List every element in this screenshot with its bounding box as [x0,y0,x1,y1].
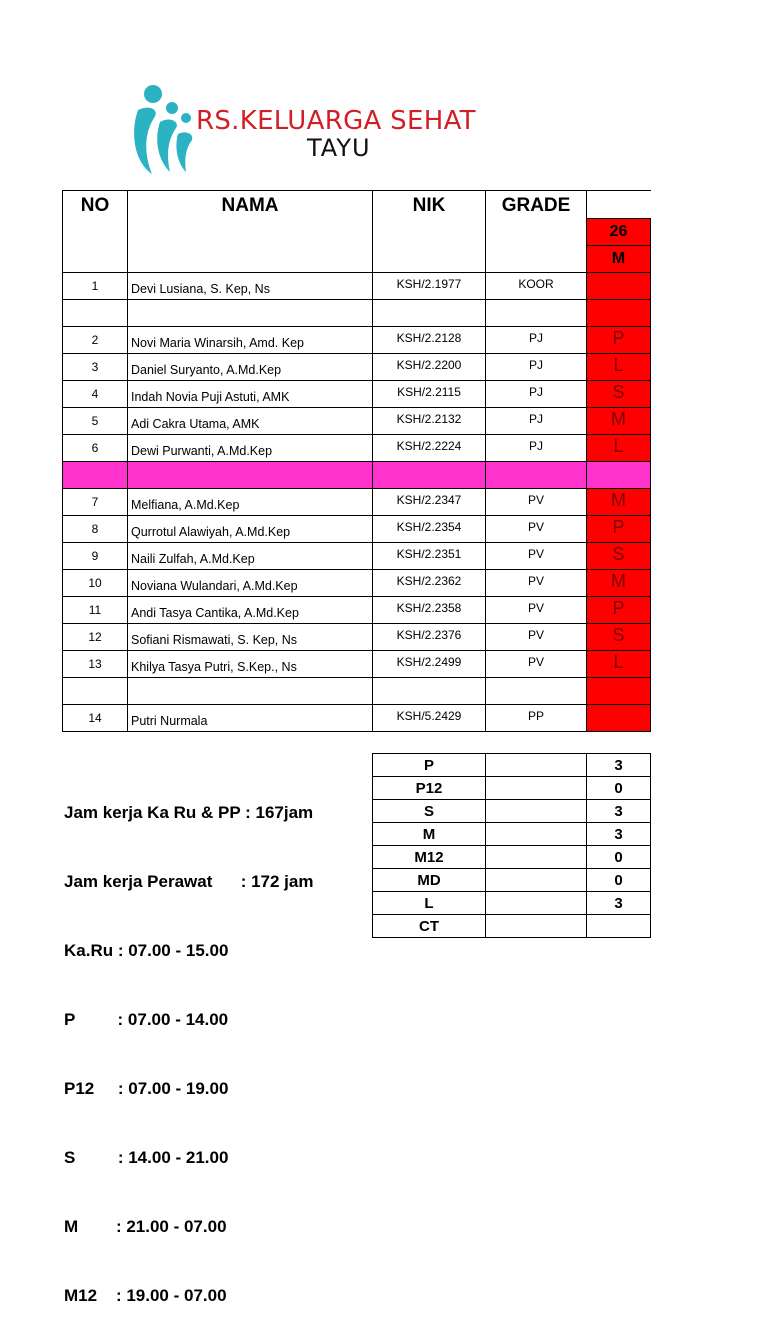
date-day: 26 [587,219,651,246]
shift-cell: M [587,489,651,516]
shift-cell: S [587,543,651,570]
shift-cell: S [587,381,651,408]
table-row: 2 Novi Maria Winarsih, Amd. Kep KSH/2.2128 PJ P [63,327,651,354]
shift-cell: L [587,651,651,678]
table-row: 12 Sofiani Rismawati, S. Kep, Ns KSH/2.2376 PV S [63,624,651,651]
summary-row: P12 0 [373,777,651,800]
table-row: 13 Khilya Tasya Putri, S.Kep., Ns KSH/2.2499 PV L [63,651,651,678]
shift-cell [587,678,651,705]
date-weekday: M [587,246,651,273]
shift-summary-table [372,753,651,938]
table-row: 14 Putri Nurmala KSH/5.2429 PP [63,705,651,732]
legend-line: M : 21.00 - 07.00 [64,1217,227,1236]
shift-cell: M [587,570,651,597]
summary-row: MD 0 [373,869,651,892]
table-header-row [63,191,651,219]
table-row: 8 Qurrotul Alawiyah, A.Md.Kep KSH/2.2354 PV P [63,516,651,543]
summary-row: CT [373,915,651,938]
header-no: NO [63,191,128,273]
table-row: 6 Dewi Purwanti, A.Md.Kep KSH/2.2224 PJ L [63,435,651,462]
shift-cell: S [587,624,651,651]
summary-row: S 3 [373,800,651,823]
legend-line: P : 07.00 - 14.00 [64,1010,229,1029]
legend-line: Jam kerja Perawat : 172 jam [64,872,314,891]
staff-roster-table [62,190,651,732]
summary-row: M12 0 [373,846,651,869]
table-row: 1 Devi Lusiana, S. Kep, Ns KSH/2.1977 KOOR [63,273,651,300]
legend-line: Ka.Ru : 07.00 - 15.00 [64,941,229,960]
shift-cell: L [587,354,651,381]
summary-row: P 3 [373,754,651,777]
header-nama: NAMA [128,191,373,273]
legend-line: Jam kerja Ka Ru & PP : 167jam [64,803,314,822]
shift-cell: P [587,597,651,624]
shift-cell: M [587,408,651,435]
legend-line: S : 14.00 - 21.00 [64,1148,229,1167]
hospital-location: TAYU [307,134,371,162]
blank-row [63,678,651,705]
table-row: 9 Naili Zulfah, A.Md.Kep KSH/2.2351 PV S [63,543,651,570]
working-hours-legend [64,755,313,1330]
header-nik: NIK [373,191,486,273]
table-row: 10 Noviana Wulandari, A.Md.Kep KSH/2.2362 PV M [63,570,651,597]
table-row: 4 Indah Novia Puji Astuti, AMK KSH/2.2115 PJ S [63,381,651,408]
shift-cell [587,300,651,327]
blank-row [63,300,651,327]
shift-cell: P [587,327,651,354]
shift-cell: L [587,435,651,462]
shift-cell [587,273,651,300]
legend-line: M12 : 19.00 - 07.00 [64,1286,227,1305]
shift-cell: P [587,516,651,543]
summary-row: L 3 [373,892,651,915]
table-row: 5 Adi Cakra Utama, AMK KSH/2.2132 PJ M [63,408,651,435]
summary-row: M 3 [373,823,651,846]
header-grade: GRADE [486,191,587,273]
shift-cell [587,705,651,732]
table-row: 3 Daniel Suryanto, A.Md.Kep KSH/2.2200 PJ L [63,354,651,381]
hospital-name: RS.KELUARGA SEHAT [196,106,476,136]
separator-row [63,462,651,489]
header-date-label [587,191,651,219]
table-row: 7 Melfiana, A.Md.Kep KSH/2.2347 PV M [63,489,651,516]
table-row: 11 Andi Tasya Cantika, A.Md.Kep KSH/2.2358 PV P [63,597,651,624]
legend-line: P12 : 07.00 - 19.00 [64,1079,229,1098]
